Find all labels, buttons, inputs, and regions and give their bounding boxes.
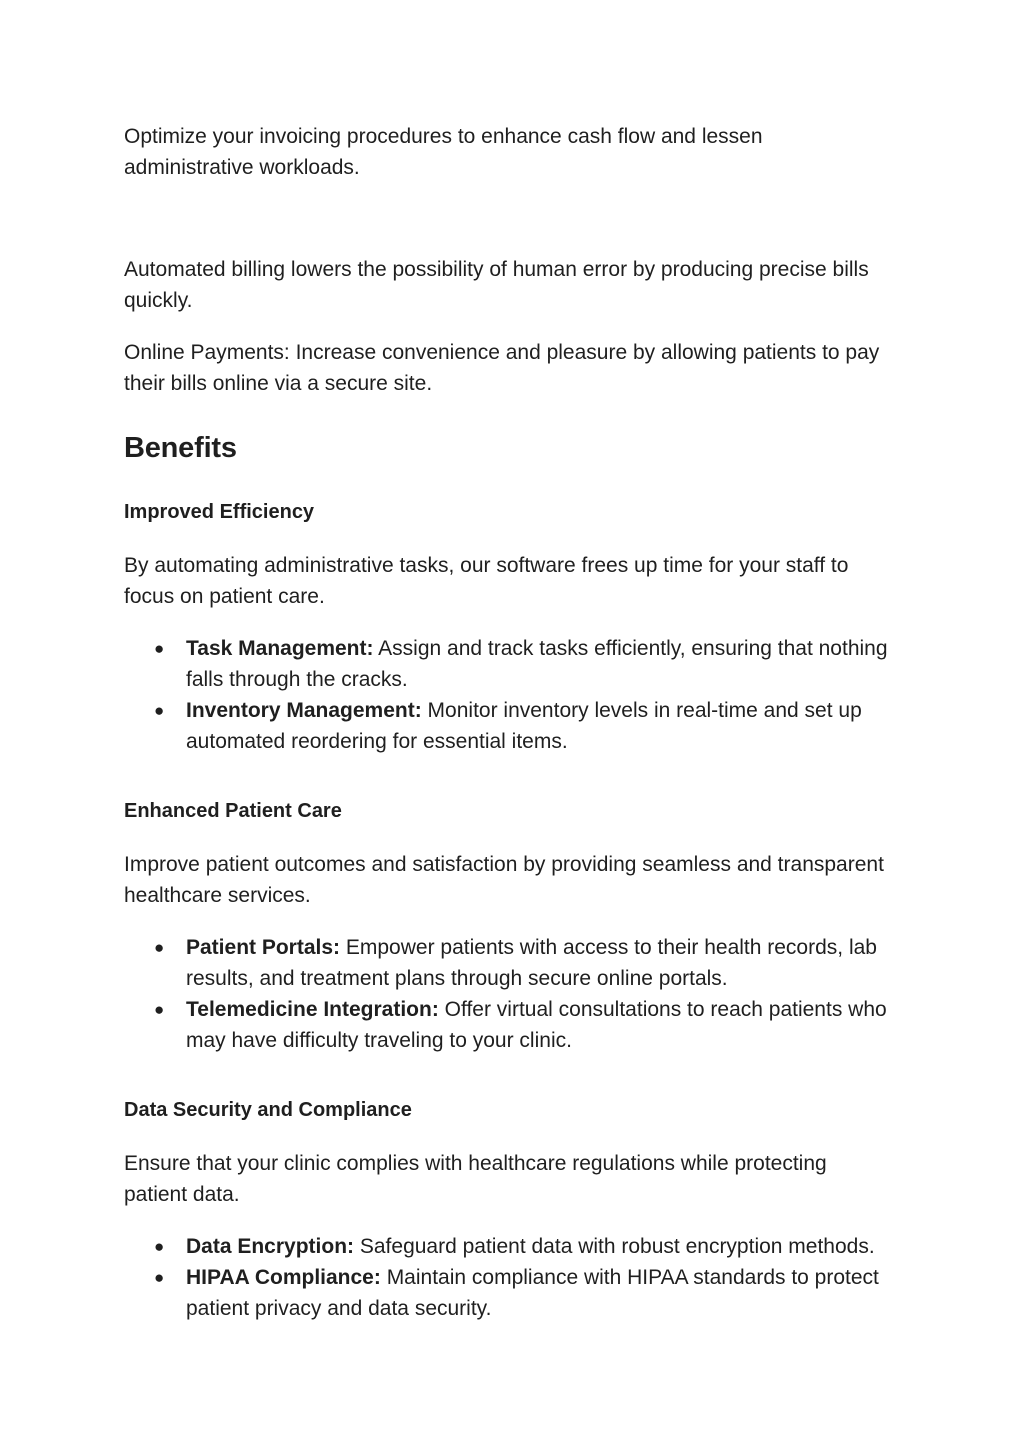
list-item bbox=[154, 1231, 894, 1262]
list-item-term: HIPAA Compliance: bbox=[186, 1266, 381, 1289]
list-item-term: Task Management: bbox=[186, 637, 374, 660]
benefit-description: By automating administrative tasks, our software frees up time for your staff to focus on patient care. bbox=[124, 554, 849, 608]
list-item bbox=[154, 994, 894, 1056]
benefits-heading: Benefits bbox=[124, 432, 237, 464]
list-item-term: Inventory Management: bbox=[186, 699, 422, 722]
benefit-title: Data Security and Compliance bbox=[124, 1099, 412, 1121]
list-item bbox=[154, 633, 894, 695]
list-item-text: Offer virtual consultations to reach patients who may have difficulty traveling to your clinic. bbox=[186, 998, 887, 1052]
benefit-description: Ensure that your clinic complies with healthcare regulations while protecting patient data. bbox=[124, 1152, 827, 1206]
benefit-section-security bbox=[124, 1096, 894, 1324]
benefit-title: Improved Efficiency bbox=[124, 501, 315, 523]
list-item-term: Patient Portals: bbox=[186, 936, 341, 959]
bullet-icon: ● bbox=[154, 701, 165, 720]
list-item bbox=[154, 1262, 894, 1324]
benefit-bullet-list bbox=[124, 1231, 894, 1324]
bullet-icon: ● bbox=[154, 1000, 165, 1019]
bullet-icon: ● bbox=[154, 1268, 165, 1287]
spacer bbox=[124, 183, 894, 254]
bullet-icon: ● bbox=[154, 938, 165, 957]
online-payments-paragraph: Online Payments: Increase convenience and pleasure by allowing patients to pay their bills online via a secure site. bbox=[124, 341, 880, 395]
bullet-icon: ● bbox=[154, 639, 165, 658]
bullet-icon: ● bbox=[154, 1237, 165, 1256]
automated-billing-paragraph: Automated billing lowers the possibility of human error by producing precise bills quickly. bbox=[124, 258, 869, 312]
list-item-term: Data Encryption: bbox=[186, 1235, 355, 1258]
list-item bbox=[154, 932, 894, 994]
list-item bbox=[154, 695, 894, 757]
list-item-text: Empower patients with access to their health records, lab results, and treatment plans through secure online portals. bbox=[186, 936, 877, 990]
document-page bbox=[124, 121, 894, 1324]
benefit-bullet-list bbox=[124, 932, 894, 1056]
benefit-bullet-list bbox=[124, 633, 894, 757]
list-item-text: Maintain compliance with HIPAA standards to protect patient privacy and data security. bbox=[186, 1266, 879, 1320]
list-item-text: Safeguard patient data with robust encryption methods. bbox=[354, 1235, 875, 1258]
list-item-text: Assign and track tasks efficiently, ensuring that nothing falls through the cracks. bbox=[186, 637, 888, 691]
benefit-title: Enhanced Patient Care bbox=[124, 800, 342, 822]
list-item-term: Telemedicine Integration: bbox=[186, 998, 439, 1021]
list-item-text: Monitor inventory levels in real-time and set up automated reordering for essential items. bbox=[186, 699, 862, 753]
benefit-description: Improve patient outcomes and satisfaction by providing seamless and transparent healthcare services. bbox=[124, 853, 884, 907]
benefit-section-efficiency bbox=[124, 498, 894, 757]
benefit-section-patient-care bbox=[124, 797, 894, 1056]
intro-paragraph: Optimize your invoicing procedures to enhance cash flow and lessen administrative workloads. bbox=[124, 125, 763, 179]
